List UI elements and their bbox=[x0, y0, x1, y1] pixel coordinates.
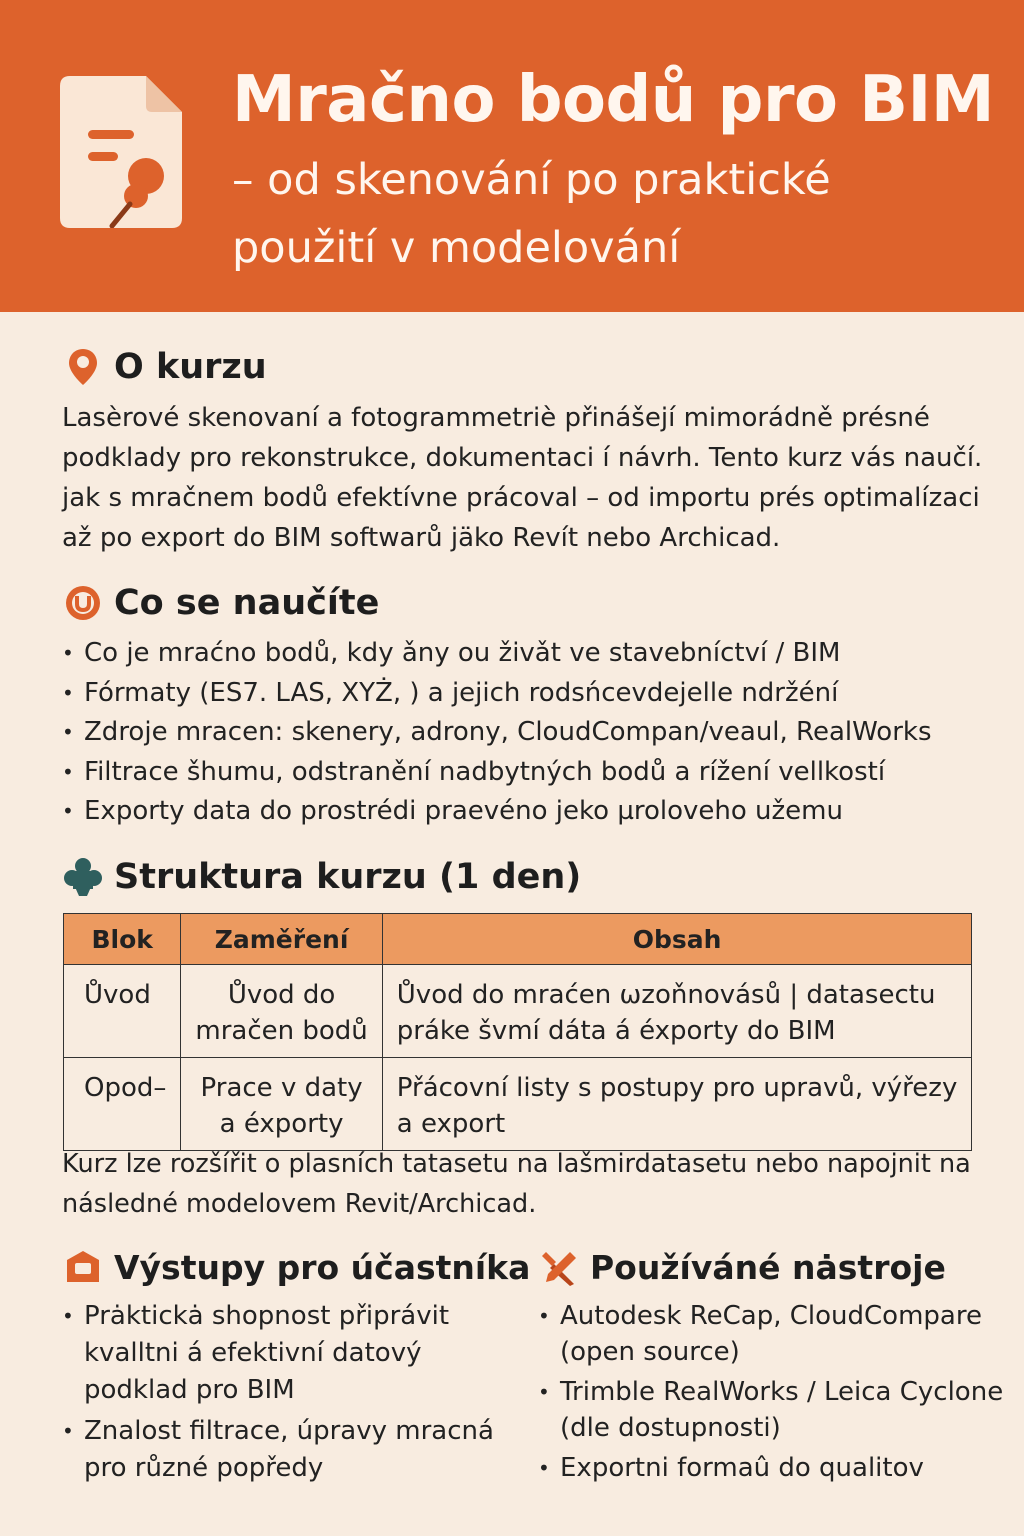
list-item bbox=[62, 1413, 494, 1487]
learn-heading bbox=[62, 582, 379, 624]
learn-heading-text: Co se naučíte bbox=[114, 583, 380, 623]
list-item-text: • Znalost filtrace, úpravy mracná bbox=[84, 1416, 494, 1446]
cell-text: mračen bodů bbox=[195, 1016, 368, 1046]
list-item-text: podklad pro BIM bbox=[84, 1375, 295, 1405]
cell-text: Prace v daty bbox=[200, 1073, 363, 1103]
tools-list bbox=[538, 1298, 1003, 1486]
about-paragraph bbox=[62, 398, 982, 558]
list-item bbox=[538, 1374, 1003, 1446]
location-pin-icon bbox=[62, 346, 104, 388]
cell-text: práke švmí dáta á éxporty do BIM bbox=[396, 1016, 836, 1046]
cell-text: Ůvod bbox=[84, 980, 151, 1010]
list-item bbox=[62, 753, 932, 793]
note-line: Kurz lze rozšířit o plasních tatasetu na lašmirdatasetu nebo napojnit na bbox=[62, 1149, 971, 1179]
tools-heading-text: Používáné nȧstroje bbox=[590, 1247, 946, 1287]
table-cell-blok bbox=[64, 1058, 181, 1151]
table-cell-focus bbox=[181, 1058, 382, 1151]
structure-heading-text: Struktura kurzu (1 den) bbox=[114, 857, 582, 897]
table-row bbox=[64, 1058, 972, 1151]
list-item-text: • Zdroje mracen: skenery, adrony, CloudCompan/veaul, RealWorks bbox=[84, 717, 932, 747]
cell-text: a éxporty bbox=[219, 1109, 344, 1139]
column-header: Blok bbox=[64, 914, 181, 965]
cell-text: Ůvod do mraćen ωzoňnovásů | datasectu bbox=[396, 980, 936, 1010]
column-header: Zaměření bbox=[181, 914, 382, 965]
note-line: následné modelovem Revit/Archicad. bbox=[62, 1189, 537, 1219]
about-line: Lasèrové skenovaní a fotogrammetriè přinášejí mimorádně présné bbox=[62, 403, 930, 433]
table-cell-focus bbox=[181, 965, 382, 1058]
list-item-text: (open source) bbox=[560, 1337, 740, 1367]
learn-list bbox=[62, 634, 932, 832]
about-heading bbox=[62, 346, 267, 388]
cell-text: Opod– bbox=[84, 1073, 167, 1103]
list-item bbox=[538, 1298, 1003, 1370]
list-item-text: • Co je mraćno bodů, kdy ǎny ou živǎt ve stavebníctví / BIM bbox=[84, 638, 841, 668]
column-header: Obsah bbox=[382, 914, 972, 965]
list-item-text: pro různé popředy bbox=[84, 1453, 324, 1483]
cell-text: a export bbox=[396, 1109, 506, 1139]
about-line: až po export do BIM softwarů jäko Revít nebo Archicad. bbox=[62, 523, 781, 553]
cell-text: Přácovní listy s postupy pro upravů, výřezy bbox=[396, 1073, 958, 1103]
page-title bbox=[232, 60, 1012, 282]
target-icon bbox=[62, 582, 104, 624]
about-line: podklady pro rekonstrukce, dokumentaci í návrh. Tento kurz vás naučí. bbox=[62, 443, 983, 473]
course-table bbox=[63, 913, 972, 1151]
puzzle-icon bbox=[62, 856, 104, 898]
tools-icon bbox=[538, 1246, 580, 1288]
table-cell-content bbox=[382, 1058, 972, 1151]
list-item-text: • Exportni formaû do qualitov bbox=[560, 1453, 924, 1483]
cell-text: Ůvod do bbox=[227, 980, 336, 1010]
document-pin-icon bbox=[60, 76, 182, 228]
list-item bbox=[62, 713, 932, 753]
title-line-2: – od skenování po praktické bbox=[232, 155, 831, 205]
list-item bbox=[62, 634, 932, 674]
title-line-3: použití v modelování bbox=[232, 223, 681, 273]
table-cell-blok bbox=[64, 965, 181, 1058]
list-item-text: • Autodesk ReCap, CloudCompare bbox=[560, 1301, 982, 1331]
list-item-text: • Trimble RealWorks / Leica Cyclone bbox=[560, 1377, 1004, 1407]
about-heading-text: O kurzu bbox=[114, 347, 267, 387]
list-item-text: • Filtrace šhumu, odstranění nadbytných bodů a rížení vellkostí bbox=[84, 756, 886, 787]
tools-heading bbox=[538, 1246, 946, 1288]
structure-heading bbox=[62, 856, 581, 898]
list-item-text: • Fórmaty (ES7. LAS, XYŻ, ) a jejich rodsńcevdejelle ndržéní bbox=[84, 677, 839, 708]
list-item-text: (dle dostupnosti) bbox=[560, 1413, 781, 1443]
title-line-1: Mračno bodů pro BIM bbox=[232, 63, 995, 137]
list-item-text: kvalltni á efektivní datový bbox=[84, 1338, 422, 1368]
table-header-row bbox=[64, 914, 972, 965]
outputs-list bbox=[62, 1298, 494, 1487]
list-item bbox=[62, 1298, 494, 1409]
structure-note bbox=[62, 1144, 982, 1224]
list-item bbox=[62, 792, 932, 832]
list-item-text: • Prȧktickȧ shopnost připrávit bbox=[84, 1301, 450, 1331]
outputs-heading-text: Výstupy pro účastníka bbox=[114, 1247, 531, 1287]
header-banner bbox=[0, 0, 1024, 312]
table-cell-content bbox=[382, 965, 972, 1058]
list-item bbox=[538, 1450, 1003, 1486]
list-item-text: • Exporty data do prostrédi praevéno jeko µroloveho užemu bbox=[84, 796, 843, 826]
list-item bbox=[62, 674, 932, 714]
outputs-heading bbox=[62, 1246, 530, 1288]
table-row bbox=[64, 965, 972, 1058]
about-line: jak s mračnem bodů efektívne prácoval – od importu prés optimalízaci bbox=[62, 483, 980, 513]
certificate-icon bbox=[62, 1246, 104, 1288]
